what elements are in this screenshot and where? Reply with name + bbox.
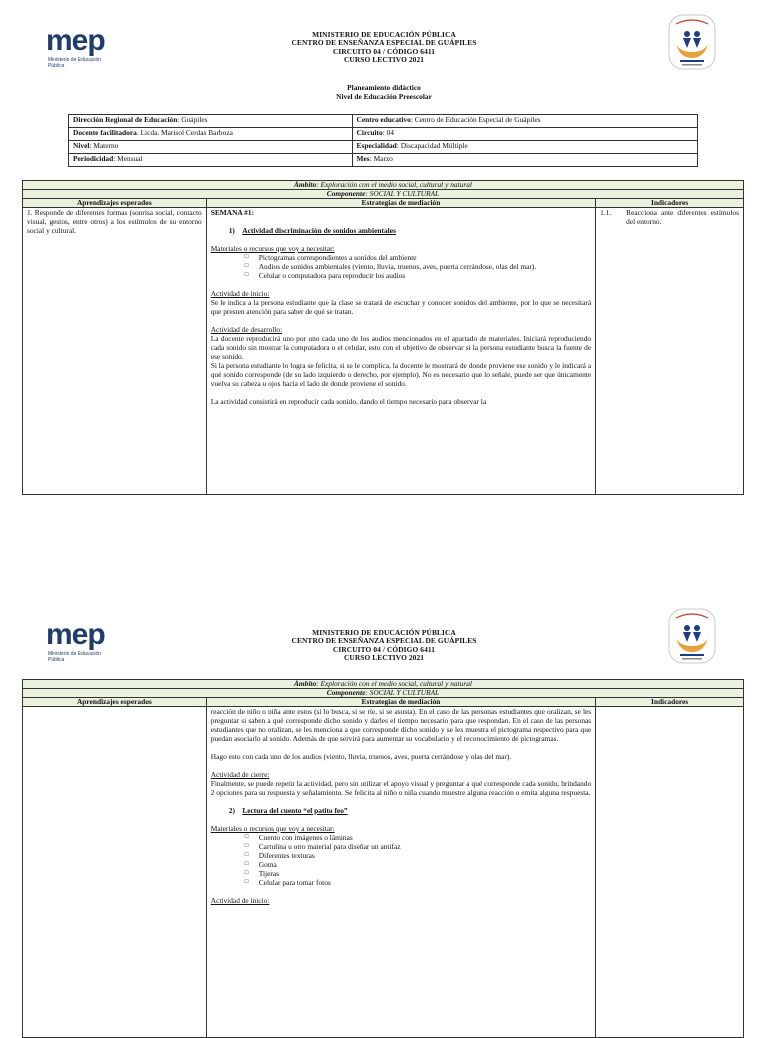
info-row bbox=[69, 128, 698, 141]
inicio-label: Actividad de inicio: bbox=[210, 289, 270, 298]
column-header-aprendizajes: Aprendizajes esperados bbox=[23, 698, 207, 707]
column-header-aprendizajes: Aprendizajes esperados bbox=[23, 199, 207, 208]
column-header-row bbox=[23, 199, 744, 208]
column-header-indicadores: Indicadores bbox=[596, 698, 744, 707]
column-header-indicadores: Indicadores bbox=[596, 199, 744, 208]
list-item: □ Goma bbox=[245, 860, 591, 869]
info-cell: Periodicidad: Mensual bbox=[69, 154, 353, 167]
mep-logo-subtitle: Ministerio de Educación Pública bbox=[48, 651, 102, 663]
materials-list bbox=[211, 253, 591, 280]
info-row bbox=[69, 154, 698, 167]
estrategias-content bbox=[211, 707, 591, 905]
info-table bbox=[68, 114, 698, 167]
mep-logo-word: mep bbox=[46, 24, 105, 57]
aprendizaje-cell bbox=[23, 707, 207, 1038]
column-header-estrategias: Estrategias de mediación bbox=[206, 199, 595, 208]
cierre-text: Finalmente, se puede repetir la actividad, pero sin utilizar el apoyo visual y preguntar a qué corresponde cada sonido, brindando 2 opciones para su respuesta y señalamiento. Se felicita al niño o niña cuando muestre alguna reacción o emita alguna respuesta. bbox=[210, 779, 592, 797]
document-title bbox=[0, 84, 768, 102]
page-gap bbox=[0, 540, 768, 590]
list-item: □ Tijeras bbox=[245, 869, 591, 878]
info-cell: Mes: Marzo bbox=[352, 154, 697, 167]
indicador-cell bbox=[596, 208, 744, 495]
continuation-paragraph: Hago esto con cada uno de los audios (viento, lluvia, truenos, aves, puerta cerrándose y olas del mar). bbox=[210, 752, 512, 761]
activity-1-heading: 1) Actividad discriminación de sonidos ambientales bbox=[228, 226, 396, 235]
header-line: CURSO LECTIVO 2021 bbox=[343, 653, 425, 663]
header-line: CURSO LECTIVO 2021 bbox=[343, 55, 425, 65]
document-header bbox=[0, 31, 768, 65]
materials-list bbox=[211, 833, 591, 887]
planning-subtitle: Nivel de Educación Preescolar bbox=[336, 91, 432, 101]
semana-label: SEMANA #1: bbox=[210, 208, 255, 217]
desarrollo-paragraph: La actividad consistirá en reproducir cada sonido, dando el tiempo necesario para observar la bbox=[210, 397, 487, 406]
indicador-number: 1.1. bbox=[600, 208, 612, 217]
info-cell: Especialidad: Discapacidad Múltiple bbox=[352, 141, 697, 154]
info-cell: Nivel: Materno bbox=[69, 141, 353, 154]
list-item: □ Pictogramas correspondientes a sonidos del ambiente bbox=[245, 253, 591, 262]
info-row bbox=[69, 115, 698, 128]
school-seal-icon bbox=[668, 608, 716, 664]
header-line: CENTRO DE ENSEÑANZA ESPECIAL DE GUÁPILES bbox=[291, 636, 477, 646]
desarrollo-paragraph: La docente reproducirá uno por uno cada uno de los audios mencionados en el apartado de materiales. Iniciará reproduciendo cada sonido sin mostrar la computadora o el celular, esto con el objetivo de observar si la persona estudiante busca la fuente de ese sonido. bbox=[210, 334, 592, 361]
column-header-estrategias: Estrategias de mediación bbox=[206, 698, 595, 707]
info-cell: Dirección Regional de Educación: Guápiles bbox=[69, 115, 353, 128]
mep-logo-subtitle: Ministerio de Educación Pública bbox=[48, 57, 102, 69]
list-item: □ Diferentes texturas bbox=[245, 851, 591, 860]
list-item: □ Audios de sonidos ambientales (viento, lluvia, truenos, aves, puerta cerrándose, olas del mar). bbox=[245, 262, 591, 271]
aprendizaje-text: 1. Responde de diferentes formas (sonrisa social, contacto visual, gestos, entre otros) a los estímulos de su entorno social y cultural. bbox=[27, 208, 202, 235]
header-line: CIRCUITO 04 / CÓDIGO 6411 bbox=[332, 644, 436, 654]
aprendizaje-cell bbox=[23, 208, 207, 495]
inicio-text: Se le indica a la persona estudiante que la clase se tratará de escuchar y conocer sonidos del ambiente, por lo que se necesitará que presten atención para saber de qué se tratan. bbox=[210, 298, 592, 316]
continuation-paragraph: reacción de niño o niña ante estos (si lo busca, si se ríe, si se asusta). En el caso de las personas estudiantes que oralizan, se les preguntar si saben a qué corresponde dicho sonido y darles el tiempo necesario para que respondan. En el caso de las personas estudiantes que no oralizan, se les menciona a que corresponde dicho sonido y se les muestra el pictograma respectivo para que puedan asociarlo al sonido. Además de que servirá para aumentar su vocabulario y el reconocimiento de pictogramas. bbox=[210, 707, 592, 743]
content-row bbox=[23, 208, 744, 495]
info-cell: Circuito: 04 bbox=[352, 128, 697, 141]
list-item: □ Celular para tomar fotos bbox=[245, 878, 591, 887]
header-line: MINISTERIO DE EDUCACIÓN PÚBLICA bbox=[312, 30, 456, 39]
document-page-2 bbox=[0, 590, 768, 1024]
materials-label: Materiales o recursos que voy a necesitar: bbox=[210, 244, 335, 253]
column-header-row bbox=[23, 698, 744, 707]
planning-table bbox=[22, 180, 744, 495]
list-item: □ Cuento con imágenes o láminas bbox=[245, 833, 591, 842]
indicador-text: Reacciona ante diferentes estímulos del entorno. bbox=[626, 208, 739, 226]
estrategias-cell bbox=[206, 208, 595, 495]
header-line: MINISTERIO DE EDUCACIÓN PÚBLICA bbox=[312, 628, 456, 637]
planning-title: Planeamiento didáctico bbox=[347, 83, 421, 92]
desarrollo-paragraph: Si la persona estudiante lo logra se felicita, si se le complica, la docente le mostrará de donde proviene ese sonido y le indicará a qué sonido corresponde (de su lado izquierdo o derecho, por ejemplo). No es necesario que lo señale, puede ser que únicamente vuelva su cabeza u ojos hacia el lado de donde proviene el sonido. bbox=[210, 361, 592, 388]
list-item: □ Celular o computadora para reproducir los audios bbox=[245, 271, 591, 280]
indicador-item bbox=[600, 208, 739, 226]
inicio-label: Actividad de inicio: bbox=[210, 896, 270, 905]
activity-2-heading: 2) Lectura del cuento “el patito feo” bbox=[228, 806, 348, 815]
ambito-cell: Ámbito: Exploración con el medio social, cultural y natural bbox=[23, 181, 744, 190]
estrategias-cell bbox=[206, 707, 595, 1038]
desarrollo-label: Actividad de desarrollo: bbox=[210, 325, 283, 334]
school-seal-icon bbox=[668, 14, 716, 70]
info-cell: Docente facilitadora. Licda. Marisol Cerdas Barboza bbox=[69, 128, 353, 141]
ambito-cell: Ámbito: Exploración con el medio social, cultural y natural bbox=[23, 680, 744, 689]
componente-cell: Componente: SOCIAL Y CULTURAL bbox=[23, 190, 744, 199]
materials-label: Materiales o recursos que voy a necesitar: bbox=[210, 824, 335, 833]
document-header bbox=[0, 629, 768, 663]
list-item: □ Cartulina u otro material para diseñar un antifaz bbox=[245, 842, 591, 851]
content-row bbox=[23, 707, 744, 1038]
header-line: CENTRO DE ENSEÑANZA ESPECIAL DE GUÁPILES bbox=[291, 38, 477, 48]
header-line: CIRCUITO 04 / CÓDIGO 6411 bbox=[332, 46, 436, 56]
componente-cell: Componente: SOCIAL Y CULTURAL bbox=[23, 689, 744, 698]
info-row bbox=[69, 141, 698, 154]
estrategias-content bbox=[211, 208, 591, 406]
cierre-label: Actividad de cierre: bbox=[210, 770, 270, 779]
planning-table bbox=[22, 679, 744, 1038]
indicador-cell bbox=[596, 707, 744, 1038]
mep-logo-word: mep bbox=[46, 618, 105, 651]
info-cell: Centro educativo: Centro de Educación Especial de Guápiles bbox=[352, 115, 697, 128]
